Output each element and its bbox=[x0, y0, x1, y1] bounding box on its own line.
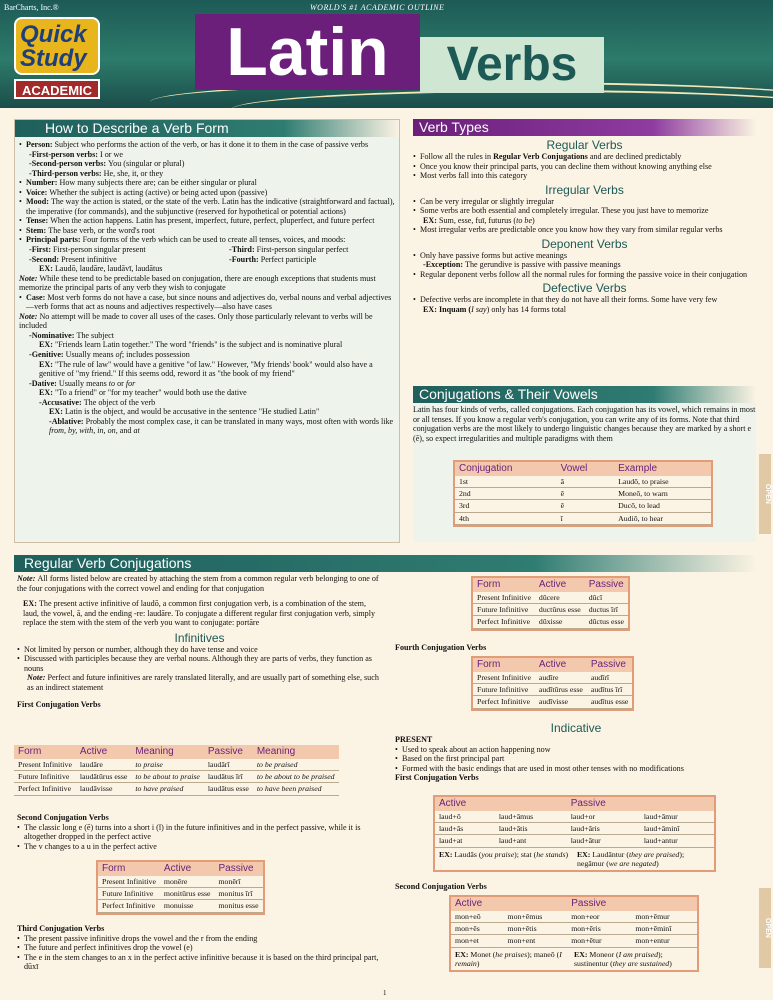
conjugations-heading: Conjugations & Their Vowels bbox=[413, 386, 756, 403]
table-cell: laudāre bbox=[76, 759, 131, 771]
table-header: Passive bbox=[585, 578, 628, 592]
regular-verbs-heading: Regular Verbs bbox=[546, 138, 623, 152]
table-header: Passive bbox=[214, 862, 262, 876]
deponent-exception: -Exception: The gerundive is passive with passive meanings bbox=[423, 260, 621, 270]
table-header: Active bbox=[535, 578, 585, 592]
third-2: • The future and perfect infinitives drop the vowel (e) bbox=[17, 943, 382, 953]
indicative-second-examples: EX: Monet (he praises); maneō (I remain) EX: Moneor (I am praised); sustinentur (they are sustained) bbox=[451, 948, 697, 970]
principal-item: • Principal parts: Four forms of the verb which can be used to create all tenses, voices, and moods: bbox=[19, 235, 395, 245]
defective-1: • Defective verbs are incomplete in that they do not have all their forms. Some have very few bbox=[413, 295, 756, 305]
table-cell: laudāvisse bbox=[76, 783, 131, 795]
table-cell: Future Infinitive bbox=[473, 684, 535, 696]
dative: -Dative: Usually means to or for bbox=[29, 378, 136, 388]
table-header: Passive bbox=[567, 797, 640, 811]
table-cell: laud+ant bbox=[495, 835, 567, 847]
stem-item: • Stem: The base verb, or the word's root bbox=[19, 226, 395, 236]
verb-types-panel bbox=[413, 119, 756, 383]
infinitives-heading: Infinitives bbox=[174, 630, 225, 645]
table-cell: mon+ētis bbox=[504, 923, 568, 935]
table-cell: to praise bbox=[131, 759, 204, 771]
second-1: • The classic long e (ē) turns into a short i (ĭ) in the future infinitives and in the perfect passive, while it is altogether dropped in the perfect active bbox=[17, 823, 382, 842]
table-row bbox=[473, 592, 628, 604]
regular-3: • Most verbs fall into this category bbox=[413, 171, 756, 181]
table-cell: dūctus esse bbox=[585, 616, 628, 628]
table-header: Active bbox=[76, 745, 131, 759]
table-cell: mon+eō bbox=[451, 911, 504, 923]
table-cell: ē bbox=[557, 488, 614, 500]
person-item: • Person: Subject who performs the action of the verb, or has it done it to them in the case of passive verbs bbox=[19, 140, 395, 150]
table-cell: mon+ēris bbox=[567, 923, 631, 935]
table-row bbox=[451, 935, 697, 947]
indicative-second-table bbox=[449, 895, 699, 972]
table-cell: monēre bbox=[160, 876, 215, 888]
infinitives-2: • Discussed with participles because they are verbal nouns. Although they are parts of verbs, they function as nouns bbox=[17, 654, 382, 673]
table-cell: audīrī bbox=[587, 672, 632, 684]
logo-quick: Quick bbox=[20, 21, 87, 48]
table-cell: ĕ bbox=[557, 500, 614, 512]
present-3: • Formed with the basic endings that are used in most other tenses with no modifications bbox=[395, 764, 757, 774]
irregular-2: • Some verbs are both essential and completely irregular. These you just have to memorize bbox=[413, 206, 756, 216]
open-tab-bottom: OPEN bbox=[759, 888, 771, 968]
nominative: -Nominative: The subject bbox=[29, 330, 114, 340]
table-cell: to be about to be praised bbox=[253, 771, 339, 783]
describe-heading: How to Describe a Verb Form bbox=[15, 120, 399, 137]
table-cell: dūcere bbox=[535, 592, 585, 604]
page-title: Latin bbox=[195, 14, 420, 90]
present-1: • Used to speak about an action happening now bbox=[395, 745, 757, 755]
note-2: Note: No attempt will be made to cover all uses of the cases. Only those particularly relevant to verbs will be included bbox=[19, 311, 373, 331]
table-cell: monitus esse bbox=[214, 900, 262, 912]
open-tab: OPEN bbox=[759, 454, 771, 534]
table-header bbox=[631, 897, 697, 911]
mood-item: • Mood: The way the action is stated, or the state of the verb. Latin has the indicative (straightforward and factual), the imperative (for commands), and the subjunctive (reserved for hypothetical or potential actions) bbox=[19, 197, 395, 216]
table-cell: Laudō, to praise bbox=[614, 476, 711, 488]
tagline: WORLD'S #1 ACADEMIC OUTLINE bbox=[310, 3, 445, 12]
table-cell: laud+ātis bbox=[495, 823, 567, 835]
table-header: Active bbox=[160, 862, 215, 876]
table-cell: monuisse bbox=[160, 900, 215, 912]
conjugations-panel bbox=[413, 386, 756, 542]
indicative-heading: Indicative bbox=[550, 721, 602, 735]
second-conj-table bbox=[96, 860, 265, 915]
table-cell: Present Infinitive bbox=[473, 592, 535, 604]
table-cell: Future Infinitive bbox=[98, 888, 160, 900]
table-cell: Moneō, to warn bbox=[614, 488, 711, 500]
table-cell: mon+ent bbox=[504, 935, 568, 947]
infinitives-1: • Not limited by person or number, although they do have tense and voice bbox=[17, 645, 382, 655]
table-cell: dūcī bbox=[585, 592, 628, 604]
describe-panel bbox=[14, 119, 400, 543]
table-row bbox=[98, 900, 263, 912]
table-cell: monērī bbox=[214, 876, 262, 888]
table-row bbox=[451, 923, 697, 935]
table-cell: 3rd bbox=[455, 500, 557, 512]
regular-1: • Follow all the rules in Regular Verb Conjugations and are declined predictably bbox=[413, 152, 756, 162]
rvc-example: EX: The present active infinitive of laudō, a common first conjugation verb, is a combination of the stem, laud, the vowel, ā, and the ending -re: laudāre. To conjugate a different regular first conjugation verb, simply replace the stem with the stem of the verb you want to conjugate: portāre bbox=[23, 599, 375, 628]
table-cell: audītus esse bbox=[587, 696, 632, 708]
defective-example: EX: Inquam (I say) only has 14 forms total bbox=[423, 305, 567, 315]
table-cell: audītūrus esse bbox=[535, 684, 587, 696]
table-cell: Present Infinitive bbox=[473, 672, 535, 684]
table-header: Meaning bbox=[253, 745, 339, 759]
table-cell: Perfect Infinitive bbox=[473, 616, 535, 628]
table-cell: laudātus īrī bbox=[204, 771, 253, 783]
page-number: 1 bbox=[383, 989, 387, 997]
irregular-verbs-heading: Irregular Verbs bbox=[545, 182, 624, 197]
table-cell: Future Infinitive bbox=[14, 771, 76, 783]
indicative-first-table bbox=[433, 795, 716, 872]
first-conj-table bbox=[14, 745, 339, 796]
table-cell: 2nd bbox=[455, 488, 557, 500]
table-cell: Present Infinitive bbox=[14, 759, 76, 771]
table-cell: Present Infinitive bbox=[98, 876, 160, 888]
table-row bbox=[435, 835, 714, 847]
defective-verbs-heading: Defective Verbs bbox=[542, 281, 627, 296]
regular-conj-heading: Regular Verb Conjugations bbox=[14, 555, 756, 572]
third-3: • The e in the stem changes to an x in the perfect active infinitive because it is based on the third principal part, dūxī bbox=[17, 953, 382, 972]
table-cell: to have been praised bbox=[253, 783, 339, 795]
conjugations-text: Latin has four kinds of verbs, called conjugations. Each conjugation has its vowel, which remains in most or all tenses. If you know a regular verb's conjugation, you can write any of its forms. Note that third conjugation verbs are the most likely to undergo linguistic changes because they are marked by a short e (ĕ), so expect irregularities and multiple paradigms with them bbox=[413, 405, 756, 443]
table-cell: audīvisse bbox=[535, 696, 587, 708]
logo-academic: ACADEMIC bbox=[14, 79, 100, 99]
genitive: -Genitive: Usually means of; includes possession bbox=[29, 350, 190, 360]
ablative: -Ablative: Probably the most complex case, it can be translated in many ways, most often with words like from, by, with, in, on, and at bbox=[49, 416, 394, 436]
header-banner bbox=[0, 0, 773, 108]
table-cell: audītus īrī bbox=[587, 684, 632, 696]
table-cell: laud+or bbox=[567, 811, 640, 823]
pp-row-1: -First: First-person singular present -Third: First-person singular perfect bbox=[29, 245, 349, 255]
table-cell: mon+ēminī bbox=[631, 923, 697, 935]
table-row bbox=[473, 616, 628, 628]
table-cell: ductūrus esse bbox=[535, 604, 585, 616]
table-row bbox=[473, 672, 632, 684]
case-item: • Case: Most verb forms do not have a case, but since nouns and adjectives do, verbal nouns and verbal adjectives—verb forms that act as nouns and adjectives respectively—also have cases bbox=[19, 293, 395, 312]
table-header: Conjugation bbox=[455, 462, 557, 476]
table-row bbox=[14, 759, 339, 771]
table-header bbox=[495, 797, 567, 811]
table-row bbox=[451, 911, 697, 923]
third-conj-table bbox=[471, 576, 630, 631]
table-cell: 1st bbox=[455, 476, 557, 488]
table-cell: Perfect Infinitive bbox=[473, 696, 535, 708]
irregular-3: • Most irregular verbs are predictable once you know how they vary from similar regular verbs bbox=[413, 225, 756, 235]
table-header bbox=[640, 797, 714, 811]
pp-row-2: -Second: Present infinitive -Fourth: Perfect participle bbox=[29, 254, 317, 264]
regular-2: • Once you know their principal parts, you can decline them without knowing anything else bbox=[413, 162, 756, 172]
table-cell: laudātus esse bbox=[204, 783, 253, 795]
table-cell: Future Infinitive bbox=[473, 604, 535, 616]
table-cell: laud+āris bbox=[567, 823, 640, 835]
table-cell: mon+entur bbox=[631, 935, 697, 947]
table-header: Form bbox=[473, 578, 535, 592]
conjugation-table bbox=[453, 460, 713, 527]
table-cell: laud+āmus bbox=[495, 811, 567, 823]
table-cell: mon+ēmus bbox=[504, 911, 568, 923]
table-cell: mon+eor bbox=[567, 911, 631, 923]
indicative-block bbox=[395, 719, 757, 783]
table-cell: laudārī bbox=[204, 759, 253, 771]
table-cell: laud+āmur bbox=[640, 811, 714, 823]
table-row bbox=[473, 684, 632, 696]
table-row bbox=[455, 512, 711, 524]
present-heading: PRESENT bbox=[395, 735, 433, 744]
present-2: • Based on the first principal part bbox=[395, 754, 757, 764]
table-cell: ā bbox=[557, 476, 614, 488]
table-header: Active bbox=[451, 897, 504, 911]
second-conj-block bbox=[17, 813, 382, 851]
rvc-left bbox=[17, 574, 382, 710]
table-header: Passive bbox=[567, 897, 631, 911]
table-cell: mon+ēs bbox=[451, 923, 504, 935]
third-person: -Third-person verbs: He, she, it, or they bbox=[29, 168, 164, 178]
third-1: • The present passive infinitive drops the vowel and the r from the ending bbox=[17, 934, 382, 944]
table-row bbox=[455, 500, 711, 512]
table-cell: monitūrus esse bbox=[160, 888, 215, 900]
logo-study: Study bbox=[20, 45, 87, 72]
table-cell: laud+ās bbox=[435, 823, 495, 835]
third-conj-heading: Third Conjugation Verbs bbox=[17, 924, 105, 933]
table-cell: monitus īrī bbox=[214, 888, 262, 900]
table-cell: audīre bbox=[535, 672, 587, 684]
table-cell: ī bbox=[557, 512, 614, 524]
table-header: Meaning bbox=[131, 745, 204, 759]
table-cell: Audiō, to hear bbox=[614, 512, 711, 524]
pp-example: EX: Laudō, laudāre, laudāvī, laudātus bbox=[39, 264, 163, 274]
second-conj-heading: Second Conjugation Verbs bbox=[17, 813, 109, 822]
table-cell: mon+ētur bbox=[567, 935, 631, 947]
table-header: Passive bbox=[204, 745, 253, 759]
first-conj-heading: First Conjugation Verbs bbox=[17, 700, 101, 710]
table-cell: Perfect Infinitive bbox=[14, 783, 76, 795]
table-cell: 4th bbox=[455, 512, 557, 524]
rvc-note: Note: All forms listed below are created by attaching the stem from a common regular verb belonging to one of the four conjugations with the correct vowel and ending for that conjugation bbox=[17, 574, 379, 593]
table-row bbox=[455, 488, 711, 500]
table-row bbox=[473, 604, 628, 616]
table-row bbox=[14, 771, 339, 783]
number-item: • Number: How many subjects there are; can be either singular or plural bbox=[19, 178, 395, 188]
table-header: Form bbox=[473, 658, 535, 672]
table-row bbox=[473, 696, 632, 708]
table-cell: laud+ātur bbox=[567, 835, 640, 847]
table-cell: mon+et bbox=[451, 935, 504, 947]
table-header: Active bbox=[535, 658, 587, 672]
page-subtitle: Verbs bbox=[420, 37, 604, 93]
dative-example: EX: "To a friend" or "for my teacher" would both use the dative bbox=[39, 388, 247, 398]
first-person: -First-person verbs: I or we bbox=[29, 149, 123, 159]
second-person: -Second-person verbs: You (singular or plural) bbox=[29, 159, 185, 169]
table-header: Passive bbox=[587, 658, 632, 672]
third-conj-block bbox=[17, 924, 382, 972]
table-cell: laud+antur bbox=[640, 835, 714, 847]
deponent-verbs-heading: Deponent Verbs bbox=[541, 236, 628, 251]
verb-types-heading: Verb Types bbox=[413, 119, 756, 136]
second-2: • The v changes to a u in the perfect active bbox=[17, 842, 382, 852]
table-cell: mon+ēmur bbox=[631, 911, 697, 923]
accusative: -Accusative: The object of the verb bbox=[39, 397, 156, 407]
table-cell: Ducō, to lead bbox=[614, 500, 711, 512]
accusative-example: EX: Latin is the object, and would be accusative in the sentence "He studied Latin" bbox=[49, 407, 320, 417]
quick-study-logo bbox=[14, 17, 100, 103]
table-header: Form bbox=[98, 862, 160, 876]
table-cell: to have praised bbox=[131, 783, 204, 795]
table-row bbox=[455, 476, 711, 488]
voice-item: • Voice: Whether the subject is acting (active) or being acted upon (passive) bbox=[19, 188, 395, 198]
irregular-1: • Can be very irregular or slightly irregular bbox=[413, 197, 756, 207]
indicative-first-examples: EX: Laudās (you praise); stat (he stands) EX: Laudāntur (they are praised); negāmur (we are negated) bbox=[435, 848, 714, 870]
table-row bbox=[435, 823, 714, 835]
table-cell: ductus īrī bbox=[585, 604, 628, 616]
table-cell: dūxisse bbox=[535, 616, 585, 628]
table-header: Example bbox=[614, 462, 711, 476]
fourth-conj-table bbox=[471, 656, 634, 711]
deponent-2: • Regular deponent verbs follow all the normal rules for forming the passive voice in their conjugation bbox=[413, 270, 756, 280]
brand-text: BarCharts, Inc.® bbox=[4, 3, 59, 12]
tense-item: • Tense: When the action happens. Latin has present, imperfect, future, perfect, pluperfect, and future perfect bbox=[19, 216, 395, 226]
table-header: Active bbox=[435, 797, 495, 811]
fourth-conj-heading: Fourth Conjugation Verbs bbox=[395, 643, 487, 652]
table-header bbox=[504, 897, 568, 911]
nominative-example: EX: "Friends learn Latin together." The word "friends" is the subject and is nominative plural bbox=[39, 340, 343, 350]
table-cell: laud+ō bbox=[435, 811, 495, 823]
table-header: Vowel bbox=[557, 462, 614, 476]
indicative-first-heading: First Conjugation Verbs bbox=[395, 773, 479, 783]
table-cell: Perfect Infinitive bbox=[98, 900, 160, 912]
note-1: Note: While these tend to be predictable based on conjugation, there are enough exceptions that students must memorize the principal parts of any verb they wish to conjugate bbox=[19, 273, 376, 293]
irregular-example: EX: Sum, esse, fuī, futurus (to be) bbox=[423, 215, 535, 225]
table-header: Form bbox=[14, 745, 76, 759]
table-cell: to be about to praise bbox=[131, 771, 204, 783]
genitive-example: EX: "The rule of law" would have a genitive "of law." However, "My friends' book" would also have a genitive of "my friend." If this seems odd, reword it as "the book of my friend" bbox=[39, 359, 373, 379]
table-row bbox=[435, 811, 714, 823]
table-cell: to be praised bbox=[253, 759, 339, 771]
infinitives-note: Note: Perfect and future infinitives are rarely translated literally, and are usually part of something else, such as an indirect statement bbox=[27, 673, 379, 692]
table-cell: laud+āminī bbox=[640, 823, 714, 835]
table-row bbox=[98, 876, 263, 888]
indicative-second-heading: Second Conjugation Verbs bbox=[395, 882, 487, 891]
table-row bbox=[14, 783, 339, 795]
table-cell: laudātūrus esse bbox=[76, 771, 131, 783]
table-cell: laud+at bbox=[435, 835, 495, 847]
table-row bbox=[98, 888, 263, 900]
deponent-1: • Only have passive forms but active meanings bbox=[413, 251, 756, 261]
